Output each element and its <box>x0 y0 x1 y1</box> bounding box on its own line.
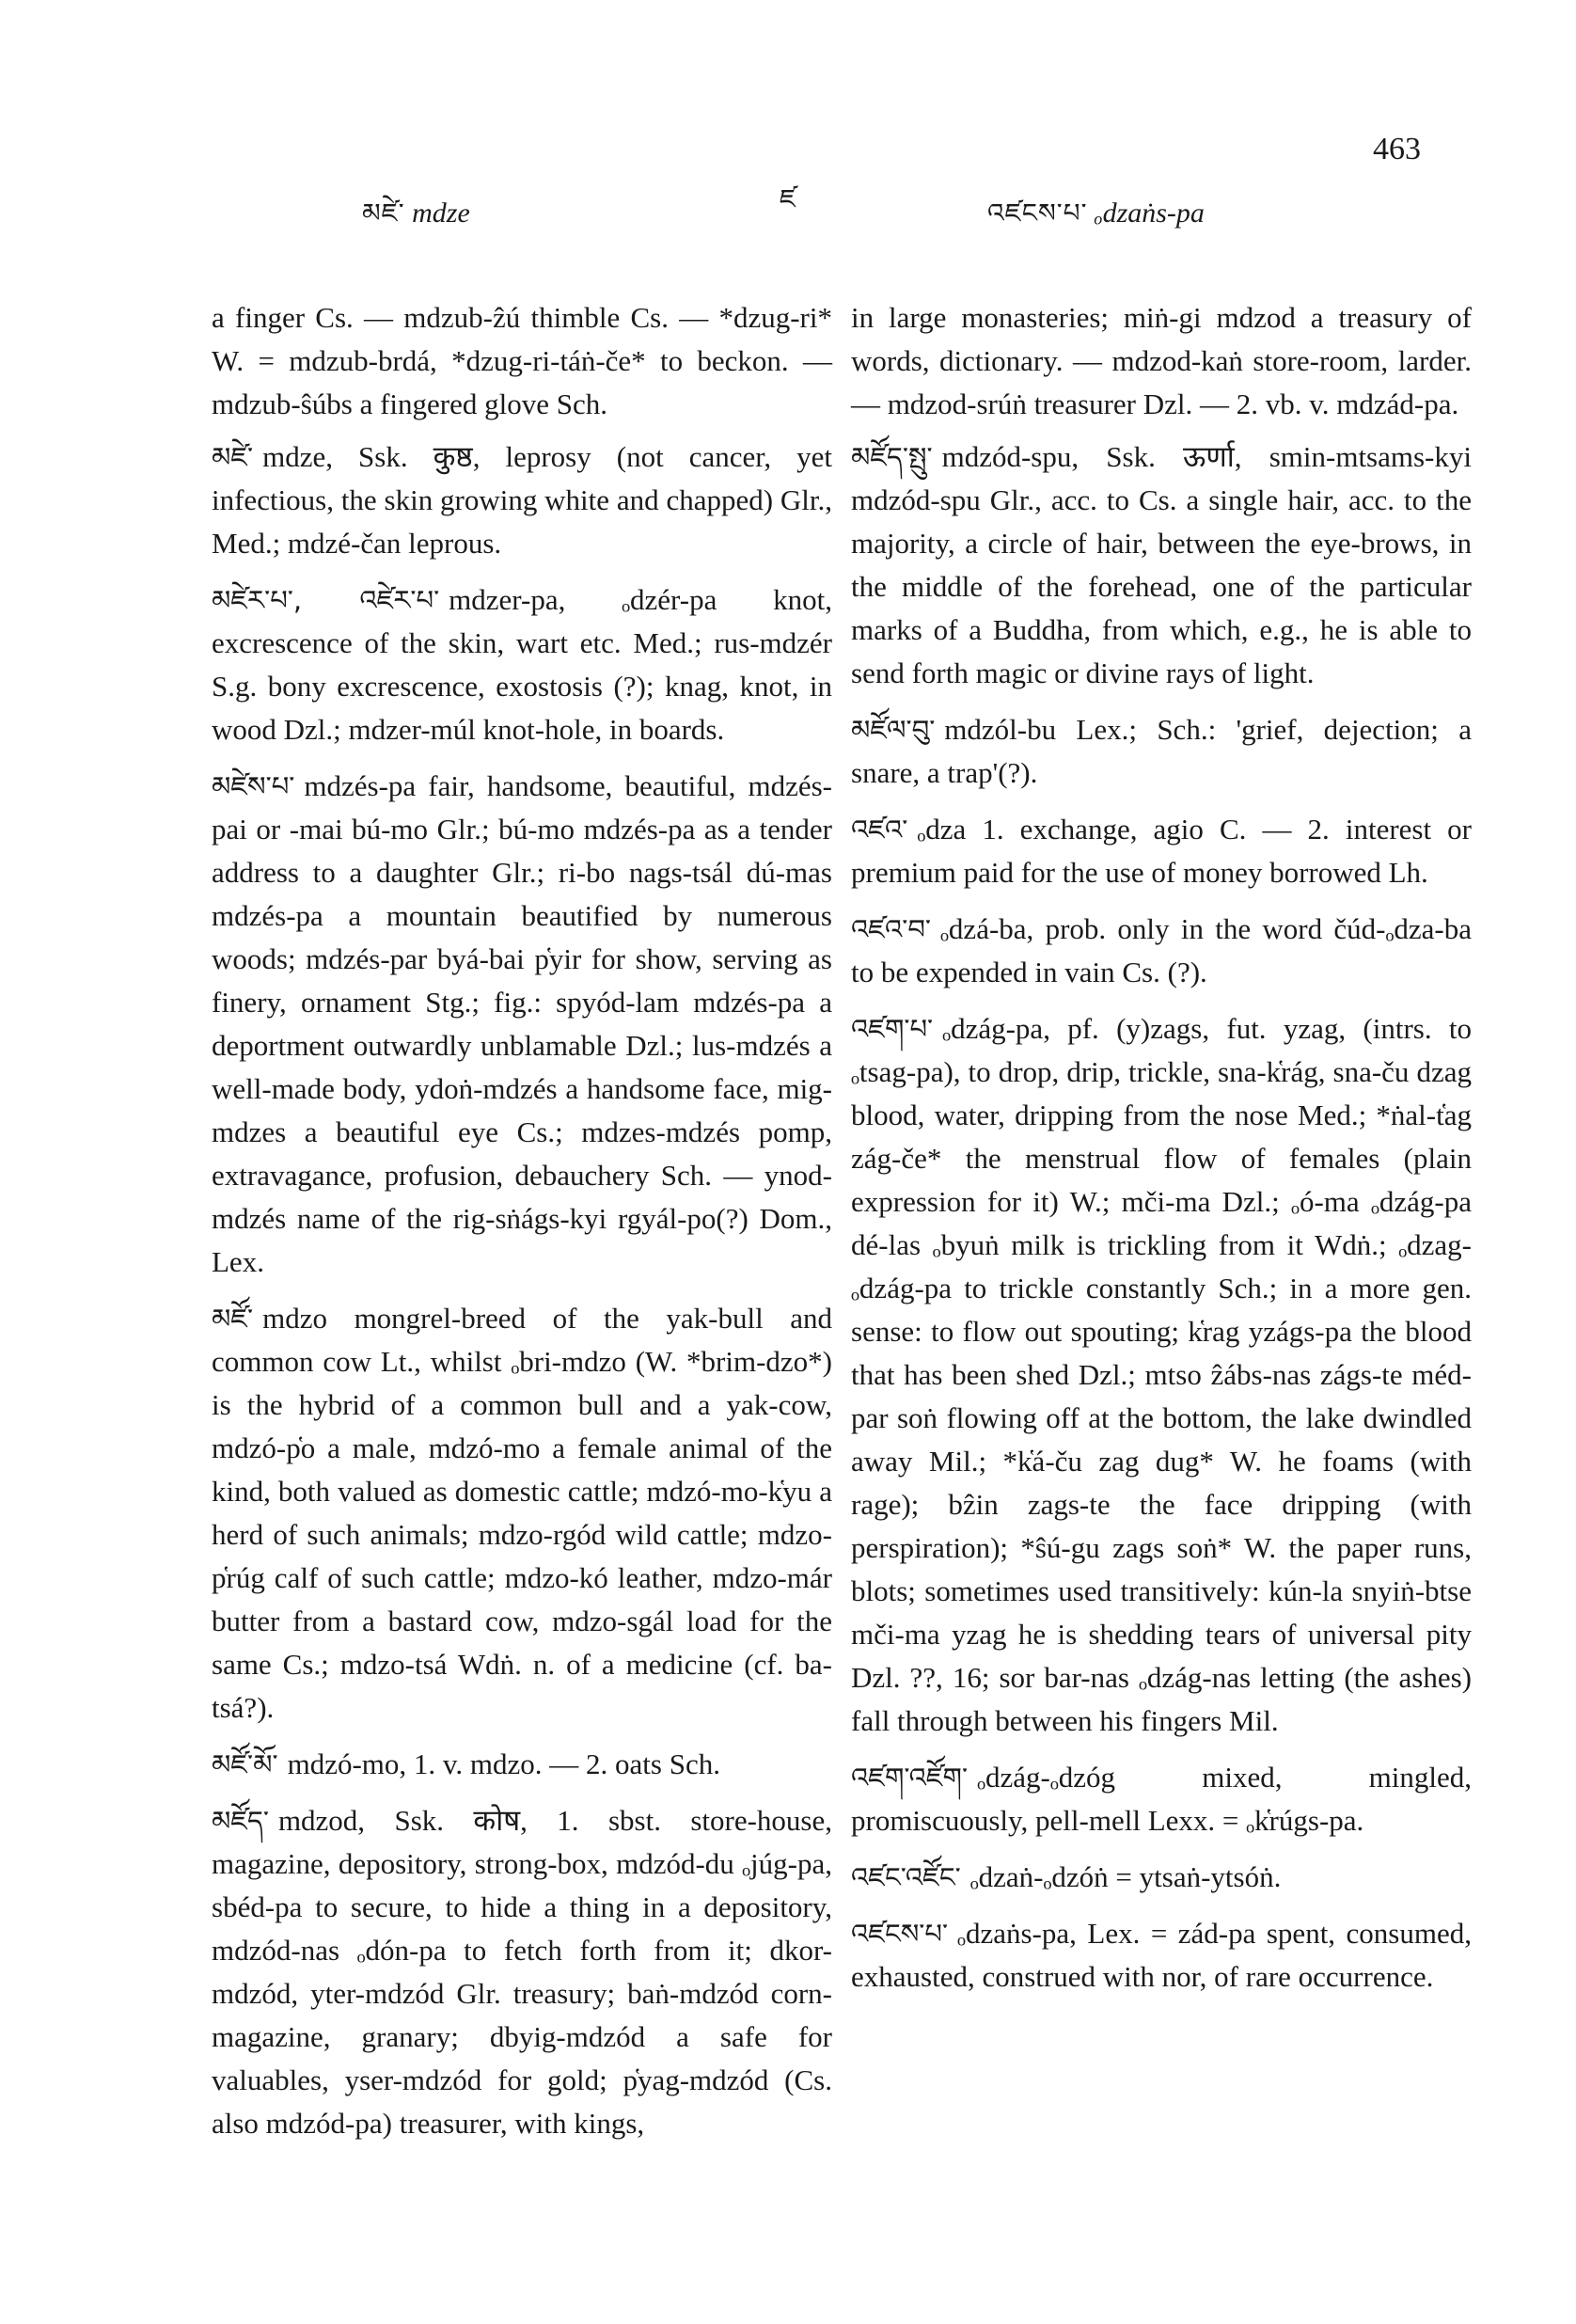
headword-tibetan: མཛོ་ <box>212 1303 254 1335</box>
entry-text: mdzés-pa fair, handsome, beautiful, mdzés-pai or -mai bú-mo Glr.; bú-mo mdzés-pa as a tender address to a daughter Glr.; ri-bo nags-tsál dú-mas mdzés-pa a mountain beautified by numerous woods; mdzés-par byá-bai p̔yir for show, serving as finery, ornament Stg.; fig.: spyód-lam mdzés-pa a deportment outwardly unblamable Dzl.; lus-mdzés a well-made body, ydoṅ-mdzés a handsome face, mig-mdzes a beautiful eye Cs.; mdzes-mdzés pomp, extravagance, profusion, debauchery Sch. — ynod-mdzés name of the rig-sṅágs-kyi rgyál-po(?) Dom., Lex. <box>212 769 832 1278</box>
entry-dza <box>851 808 1472 894</box>
headword-tibetan: མཛོ་མོ་ <box>212 1748 278 1780</box>
entry-text: mdzó-mo, 1. v. mdzo. — 2. oats Sch. <box>287 1747 720 1780</box>
entry-mdzer-pa <box>212 578 832 751</box>
headword-tibetan: མཛེ་ <box>212 441 254 473</box>
section-letter: ཛ <box>779 183 797 214</box>
entry-continuation: a finger Cs. — mdzub-ẑú thimble Cs. — *dzug-ri* W. = mdzub-brdá, *dzug-ri-táṅ-če* to beckon. — mdzub-ŝúbs a fingered glove Sch. <box>212 301 832 420</box>
entry-continuation: in large monasteries; miṅ-gi mdzod a treasury of words, dictionary. — mdzod-kaṅ store-room, larder. — mdzod-srúṅ treasurer Dzl. — 2. vb. v. mdzád-pa. <box>851 301 1472 420</box>
headword-tibetan: འཛའ་ <box>851 814 908 846</box>
left-column <box>212 296 832 2155</box>
entry-dzag-dzog <box>851 1756 1472 1842</box>
running-head-left-roman: mdze <box>412 198 470 229</box>
entry-mdzol-bu <box>851 708 1472 795</box>
entry-dzan-dzon <box>851 1856 1472 1899</box>
entry-mdzes-pa <box>212 765 832 1284</box>
right-column <box>851 296 1472 2008</box>
entry-text: mdzól-bu Lex.; Sch.: 'grief, dejection; a snare, a trap'(?). <box>851 713 1472 789</box>
headword-tibetan: མཛོད་སྤུ་ <box>851 441 933 473</box>
headword-tibetan: མཛོལ་བུ་ <box>851 714 936 746</box>
headword-tibetan: འཛངས་པ་ <box>851 1918 949 1950</box>
headword-tibetan: འཛག་པ་ <box>851 1013 934 1045</box>
headword-tibetan: འཛའ་བ་ <box>851 913 931 945</box>
running-head-center <box>0 169 1576 244</box>
entry-text: mdzod, Ssk. कोष, 1. sbst. store-house, magazine, depository, strong-box, mdzód-du ₒjúg-pa, sbéd-pa to secure, to hide a thing in a depository, mdzód-nas ₒdón-pa to fetch forth from it; dkor-mdzód, yter-mdzód Glr. treasury; baṅ-mdzód corn-magazine, granary; dbyig-mdzód a safe for valuables, yser-mdzód for gold; p̔yag-mdzód (Cs. also mdzód-pa) treasurer, with kings, <box>212 1804 832 2140</box>
headword-tibetan: མཛེས་པ་ <box>212 770 295 802</box>
entry-text: ₒdzaṅs-pa, Lex. = zád-pa spent, consumed, exhausted, construed with nor, of rare occurrence. <box>851 1917 1472 1993</box>
running-head-right-tibetan: འཛངས་པ་ <box>987 198 1088 229</box>
entry-text: ₒdzág-ₒdzóg mixed, mingled, promiscuously, pell-mell Lexx. = ₒk̔rúgs-pa. <box>851 1761 1472 1837</box>
entry-dzag-pa <box>851 1007 1472 1743</box>
headword-tibetan: མཛེར་པ་, འཛེར་པ་ <box>212 584 440 616</box>
entry-dzans-pa <box>851 1912 1472 1999</box>
entry-text: ₒdzá-ba, prob. only in the word čúd-ₒdza-ba to be expended in vain Cs. (?). <box>851 912 1472 988</box>
running-head-right-roman: ₒdzaṅs-pa <box>1095 198 1205 229</box>
entry-mdzo <box>212 1297 832 1730</box>
entry-mdze <box>212 435 832 565</box>
running-head-left-tibetan: མཛེ་ <box>362 198 405 229</box>
entry-text: mdzo mongrel-breed of the yak-bull and common cow Lt., whilst ₒbri-mdzo (W. *brim-dzo*) is the hybrid of a common bull and a yak-cow, mdzó-p̔o a male, mdzó-mo a female animal of the kind, both valued as domestic cattle; mdzó-mo-k̔yu a herd of such animals; mdzo-rgód wild cattle; mdzo-p̔rúg calf of such cattle; mdzo-kó leather, mdzo-már butter from a bastard cow, mdzo-sgál load for the same Cs.; mdzo-tsá Wdṅ. n. of a medicine (cf. ba-tsá?). <box>212 1302 832 1724</box>
headword-tibetan: འཛག་འཛོག་ <box>851 1762 969 1794</box>
entry-mdzod <box>212 1799 832 2145</box>
entry-text: mdze, Ssk. कुष्ठ, leprosy (not cancer, yet infectious, the skin growing white and chapped) Glr., Med.; mdzé-čan leprous. <box>212 440 832 560</box>
headword-tibetan: མཛོད་ <box>212 1805 269 1837</box>
entry-mdzo-mo <box>212 1743 832 1786</box>
entry-text: ₒdzág-pa, pf. (y)zags, fut. yzag, (intrs. to ₒtsag-pa), to drop, drip, trickle, sna-k̔rág, sna-ču dzag blood, water, dripping from the nose Med.; *ṅal-t̔ag zág-če* the menstrual flow of females (plain expression for it) W.; mči-ma Dzl.; ₒó-ma ₒdzág-pa dé-las ₒbyuṅ milk is trickling from it Wdṅ.; ₒdzag-ₒdzág-pa to trickle constantly Sch.; in a more gen. sense: to flow out spouting; k̔rag yzágs-pa the blood that has been shed Dzl.; mtso ẑábs-nas zágs-te méd-par soṅ flowing off at the bottom, the lake dwindled away Mil.; *k̔á-ču zag dug* W. he foams (with rage); bẑin zags-te the face dripping (with perspiration); *ŝú-gu zags soṅ* W. the paper runs, blots; sometimes used transitively: kún-la snyiṅ-btse mči-ma yzag he is shedding tears of universal pity Dzl. ??, 16; sor bar-nas ₒdzág-nas letting (the ashes) fall through between his fingers Mil. <box>851 1012 1472 1737</box>
entry-text: mdzer-pa, ₒdzér-pa knot, excrescence of the skin, wart etc. Med.; rus-mdzér S.g. bony excrescence, exostosis (?); knag, knot, in wood Dzl.; mdzer-múl knot-hole, in boards. <box>212 583 832 746</box>
page-number: 463 <box>1373 132 1421 166</box>
running-head-right <box>987 183 1205 258</box>
entry-text: mdzód-spu, Ssk. ऊर्णा, smin-mtsams-kyi mdzód-spu Glr., acc. to Cs. a single hair, acc. to the majority, a circle of hair, between the eye-brows, in the middle of the forehead, one of the particular marks of a Buddha, from which, e.g., he is able to send forth magic or divine rays of light. <box>851 440 1472 689</box>
headword-tibetan: འཛང་འཛོང་ <box>851 1861 961 1893</box>
entry-mdzod-spu <box>851 435 1472 695</box>
entry-dza-ba <box>851 908 1472 994</box>
entry-text: ₒdzaṅ-ₒdzóṅ = ytsaṅ-ytsóṅ. <box>969 1860 1282 1893</box>
entry-text: ₒdza 1. exchange, agio C. — 2. interest or premium paid for the use of money borrowed Lh. <box>851 813 1472 889</box>
